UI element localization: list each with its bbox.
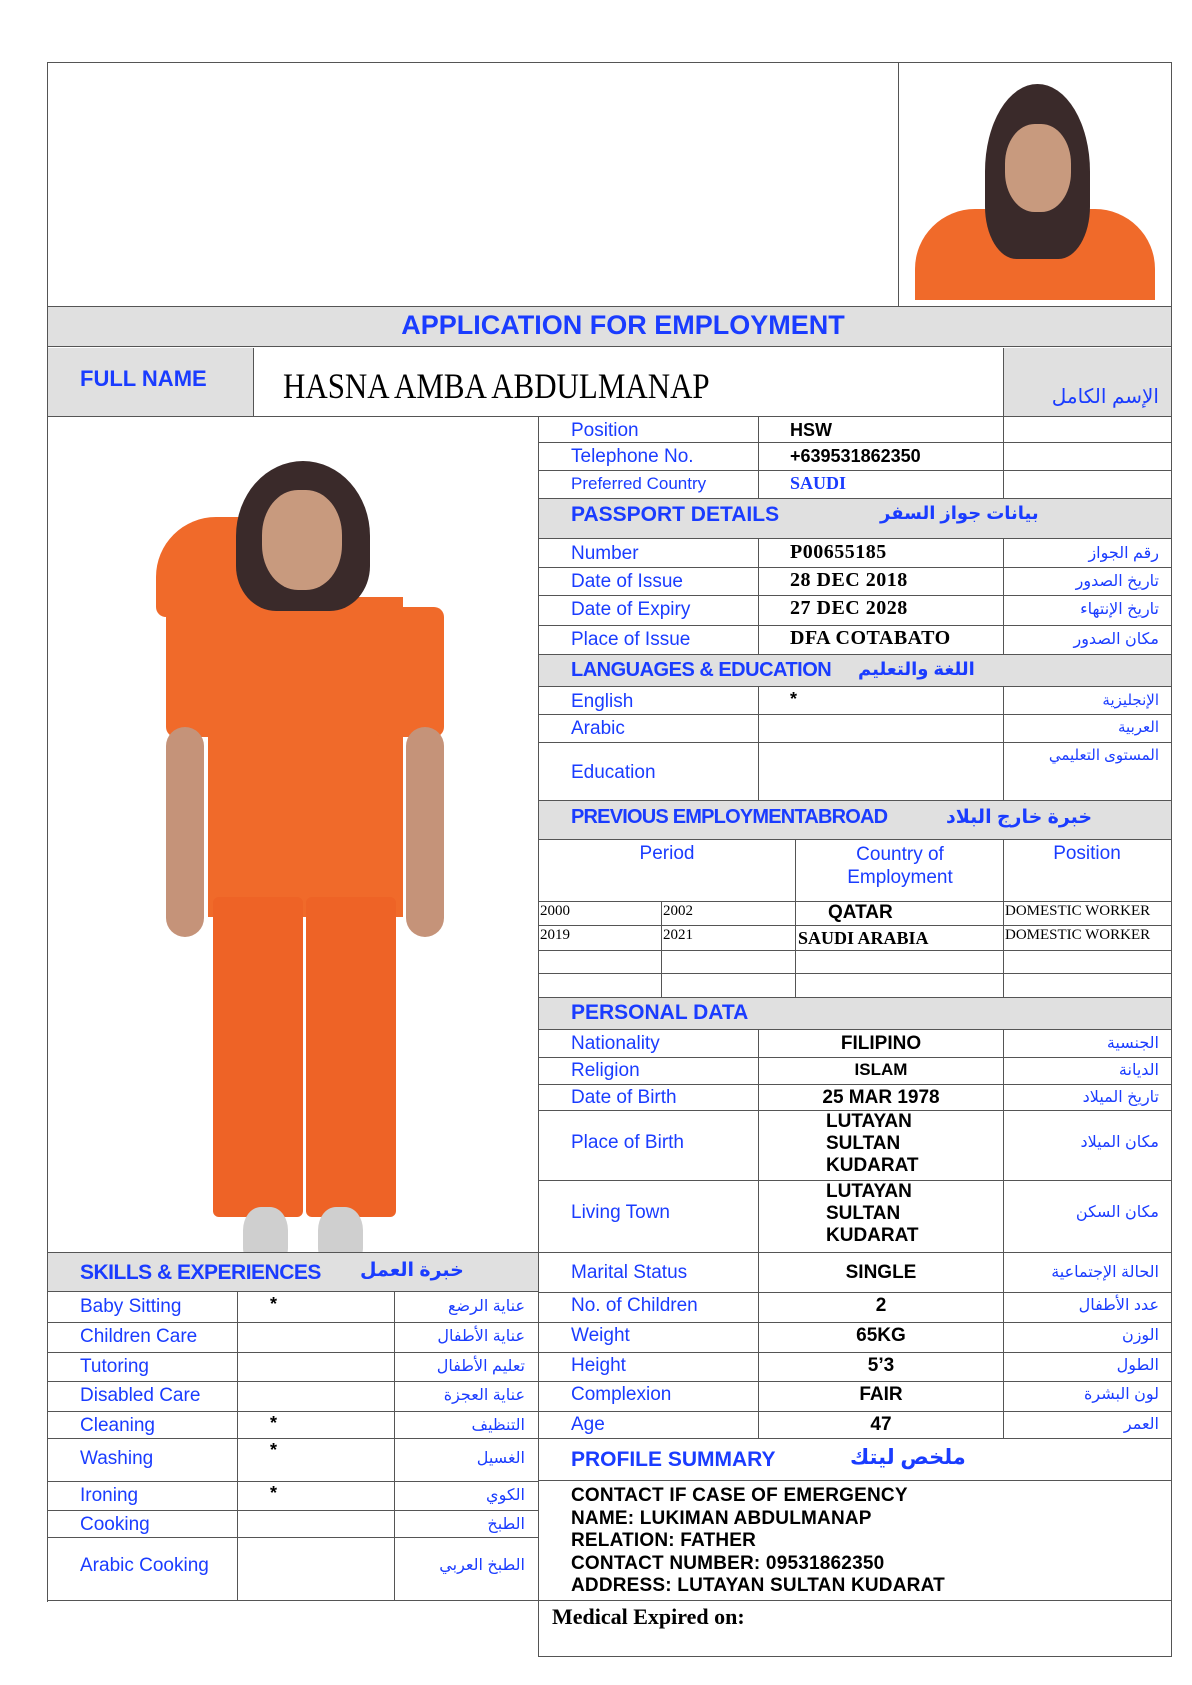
full-name-label: FULL NAME: [80, 366, 207, 391]
employment-to: 2002: [663, 903, 693, 919]
personal-value: LUTAYAN SULTAN KUDARAT: [826, 1111, 919, 1176]
employment-from: 2019: [540, 927, 570, 943]
profile-line: CONTACT IF CASE OF EMERGENCY: [571, 1485, 908, 1506]
skills-heading: SKILLS & EXPERIENCES: [80, 1261, 321, 1284]
employment-from: 2000: [540, 903, 570, 919]
personal-label: Date of Birth: [571, 1087, 677, 1108]
skill-label: Cleaning: [80, 1415, 155, 1436]
passport-arabic: مكان الصدور: [1073, 631, 1159, 648]
passport-value: DFA COTABATO: [790, 627, 951, 649]
personal-label: Nationality: [571, 1033, 660, 1054]
passport-arabic: تاريخ الإنتهاء: [1080, 601, 1159, 618]
skill-label: Disabled Care: [80, 1385, 201, 1406]
language-label: Education: [571, 762, 656, 783]
preferred-country-value: SAUDI: [790, 473, 847, 493]
skill-mark: *: [270, 1413, 278, 1433]
personal-arabic: الديانة: [1118, 1062, 1159, 1079]
passport-label: Date of Issue: [571, 571, 683, 592]
passport-label: Place of Issue: [571, 629, 691, 650]
skill-label: Children Care: [80, 1326, 198, 1347]
profile-line: NAME: LUKIMAN ABDULMANAP: [571, 1507, 872, 1529]
skill-arabic: عناية الرضع: [448, 1298, 525, 1315]
passport-value: 28 DEC 2018: [790, 569, 908, 591]
personal-label: Height: [571, 1355, 626, 1376]
full-body-photo: [48, 417, 538, 1252]
skill-arabic: الغسيل: [476, 1450, 525, 1467]
personal-label: Religion: [571, 1060, 640, 1081]
profile-line: ADDRESS: LUTAYAN SULTAN KUDARAT: [571, 1575, 945, 1596]
employment-col-position: Position: [1053, 843, 1121, 864]
passport-arabic: رقم الجواز: [1088, 545, 1159, 562]
skill-label: Cooking: [80, 1514, 150, 1535]
language-arabic: العربية: [1118, 719, 1159, 736]
employment-col-country: Country of Employment: [847, 844, 953, 888]
language-label: Arabic: [571, 718, 625, 739]
languages-heading: LANGUAGES & EDUCATION: [571, 659, 832, 681]
skill-mark: *: [270, 1440, 278, 1460]
employment-heading: PREVIOUS EMPLOYMENTABROAD: [571, 806, 888, 828]
personal-value: 25 MAR 1978: [822, 1087, 940, 1108]
personal-value: SINGLE: [845, 1262, 917, 1283]
language-arabic: الإنجليزية: [1102, 692, 1159, 709]
employment-position: DOMESTIC WORKER: [1005, 927, 1151, 943]
skill-arabic: الكوي: [486, 1487, 525, 1504]
personal-value: 47: [870, 1414, 892, 1435]
profile-heading: PROFILE SUMMARY: [571, 1448, 776, 1471]
skill-arabic: عناية الأطفال: [437, 1328, 525, 1345]
skill-label: Washing: [80, 1448, 154, 1469]
skill-arabic: الطبخ العربي: [439, 1557, 525, 1574]
personal-arabic: الحالة الإجتماعية: [1051, 1264, 1159, 1281]
personal-arabic: مكان السكن: [1075, 1204, 1159, 1221]
personal-label: Living Town: [571, 1202, 670, 1223]
skill-label: Baby Sitting: [80, 1296, 182, 1317]
skill-label: Ironing: [80, 1485, 139, 1506]
personal-value: LUTAYAN SULTAN KUDARAT: [826, 1181, 919, 1246]
medical-expiry-label: Medical Expired on:: [552, 1604, 745, 1629]
language-arabic: المستوى التعليمي: [1048, 747, 1159, 764]
skill-mark: *: [270, 1294, 278, 1314]
passport-heading: PASSPORT DETAILS: [571, 503, 780, 526]
personal-label: Place of Birth: [571, 1132, 684, 1153]
telephone-value: +639531862350: [790, 446, 921, 466]
personal-arabic: لون البشرة: [1084, 1386, 1159, 1403]
personal-value: FILIPINO: [840, 1033, 922, 1054]
position-label: Position: [571, 420, 639, 441]
employment-col-period: Period: [639, 843, 695, 864]
full-name-arabic: الإسم الكامل: [1051, 386, 1159, 408]
full-name-value: HASNA AMBA ABDULMANAP: [283, 366, 710, 406]
personal-label: No. of Children: [571, 1295, 698, 1316]
employment-heading-arabic: خبرة خارج البلاد: [946, 807, 1093, 828]
skill-label: Tutoring: [80, 1356, 149, 1377]
employment-country: SAUDI ARABIA: [798, 928, 929, 948]
skills-heading-arabic: خبرة العمل: [360, 1260, 464, 1281]
personal-arabic: عدد الأطفال: [1078, 1297, 1159, 1314]
personal-arabic: الجنسية: [1106, 1035, 1159, 1052]
personal-arabic: تاريخ الميلاد: [1082, 1089, 1159, 1106]
employment-position: DOMESTIC WORKER: [1005, 903, 1151, 919]
personal-label: Marital Status: [571, 1262, 688, 1283]
skill-arabic: عناية العجزة: [443, 1387, 525, 1404]
personal-value: 65KG: [856, 1325, 906, 1346]
personal-heading: PERSONAL DATA: [571, 1001, 749, 1024]
personal-label: Age: [571, 1414, 605, 1435]
personal-arabic: مكان الميلاد: [1080, 1134, 1159, 1151]
profile-line: CONTACT NUMBER: 09531862350: [571, 1552, 885, 1574]
personal-value: FAIR: [859, 1384, 903, 1405]
personal-label: Complexion: [571, 1384, 672, 1405]
preferred-country-label: Preferred Country: [571, 474, 707, 493]
personal-arabic: الطول: [1116, 1357, 1159, 1374]
personal-arabic: الوزن: [1121, 1327, 1159, 1344]
skill-label: Arabic Cooking: [80, 1555, 209, 1576]
personal-value: 5’3: [867, 1355, 895, 1376]
personal-value: ISLAM: [854, 1060, 908, 1079]
employment-to: 2021: [663, 927, 693, 943]
passport-value: P00655185: [790, 541, 887, 563]
personal-arabic: العمر: [1123, 1416, 1159, 1433]
passport-label: Number: [571, 543, 639, 564]
skill-mark: *: [270, 1483, 278, 1503]
profile-heading-arabic: ملخص ليتك: [850, 1446, 966, 1469]
passport-heading-arabic: بيانات جواز السفر: [880, 503, 1039, 523]
language-value: *: [790, 689, 798, 709]
language-label: English: [571, 691, 634, 712]
languages-heading-arabic: اللغة والتعليم: [858, 659, 975, 679]
passport-label: Date of Expiry: [571, 599, 691, 620]
telephone-label: Telephone No.: [571, 446, 694, 467]
passport-value: 27 DEC 2028: [790, 597, 908, 619]
portrait-photo: [905, 84, 1163, 300]
skill-arabic: الطبخ: [487, 1516, 525, 1533]
personal-label: Weight: [571, 1325, 630, 1346]
skill-arabic: تعليم الأطفال: [436, 1358, 525, 1375]
position-value: HSW: [790, 420, 832, 440]
profile-line: RELATION: FATHER: [571, 1530, 757, 1551]
employment-country: QATAR: [828, 902, 893, 923]
page-title: APPLICATION FOR EMPLOYMENT: [401, 310, 845, 340]
personal-value: 2: [875, 1295, 887, 1316]
skill-arabic: التنظيف: [471, 1417, 525, 1434]
passport-arabic: تاريخ الصدور: [1075, 573, 1159, 590]
